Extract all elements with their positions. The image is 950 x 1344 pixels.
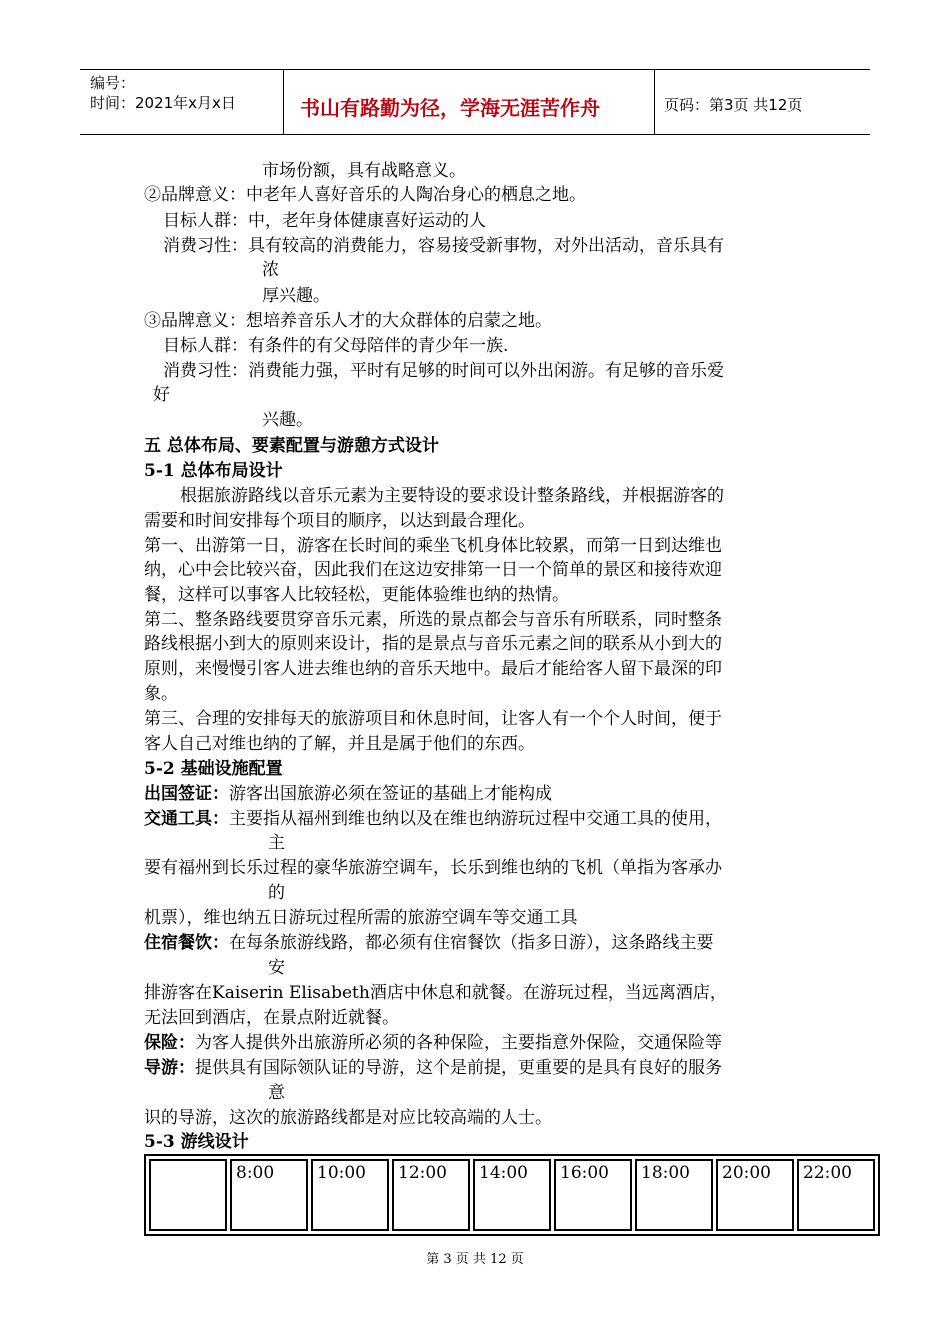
header-code-label: 编号： [90, 74, 136, 92]
table-cell-time: 10:00 [311, 1159, 389, 1231]
text-line: 住宿餐饮：在每条旅游线路，都必须有住宿餐饮（指多日游），这条路线主要 [144, 933, 714, 953]
table-cell-time: 20:00 [716, 1159, 794, 1231]
section-heading: 五 总体布局、要素配置与游憩方式设计 [144, 436, 439, 456]
table-row [149, 1159, 875, 1231]
table-cell-time: 16:00 [554, 1159, 632, 1231]
text-line: 纳，心中会比较兴奋，因此我们在这边安排第一日一个简单的景区和接待欢迎 [144, 560, 722, 580]
header-top-rule [80, 69, 870, 70]
schedule-table [144, 1154, 880, 1236]
text-line: 导游：提供具有国际领队证的导游，这个是前提，更重要的是具有良好的服务 [144, 1058, 722, 1078]
subsection-heading: 5-2 基础设施配置 [144, 759, 283, 779]
text-line: 机票），维也纳五日游玩过程所需的旅游空调车等交通工具 [144, 908, 578, 928]
item-label: 导游： [144, 1058, 195, 1078]
page-footer: 第 3 页 共 12 页 [426, 1252, 524, 1267]
text-line: 好 [153, 385, 170, 405]
item-label: 保险： [144, 1033, 195, 1053]
table-cell-corner [149, 1159, 227, 1231]
text-line: 客人自己对维也纳的了解，并且是属于他们的东西。 [144, 734, 535, 754]
text-line: 餐，这样可以事客人比较轻松，更能体验维也纳的热情。 [144, 585, 569, 605]
text-line: 主 [268, 833, 285, 853]
header-motto: 书山有路勤为径，学海无涯苦作舟 [300, 96, 600, 120]
table-cell-time: 18:00 [635, 1159, 713, 1231]
text-line: 意 [268, 1083, 285, 1103]
header-divider [283, 69, 284, 135]
text-line: 原则，来慢慢引客人进去维也纳的音乐天地中。最后才能给客人留下最深的印 [144, 659, 722, 679]
text-line: 要有福州到长乐过程的豪华旅游空调车，长乐到维也纳的飞机（单指为客承办 [144, 858, 722, 878]
item-label: 住宿餐饮： [144, 933, 229, 953]
subsection-heading: 5-1 总体布局设计 [144, 461, 283, 481]
text-line: 交通工具：主要指从福州到维也纳以及在维也纳游玩过程中交通工具的使用， [144, 809, 722, 829]
text-line: 路线根据小到大的原则来设计，指的是景点与音乐元素之间的联系从小到大的 [144, 634, 722, 654]
text-line: 兴趣。 [262, 410, 313, 430]
text-line: 第二、整条路线要贯穿音乐元素，所选的景点都会与音乐有所联系，同时整条 [144, 610, 722, 630]
table-cell-time: 22:00 [797, 1159, 875, 1231]
table-cell-time: 12:00 [392, 1159, 470, 1231]
text-line: 目标人群：有条件的有父母陪伴的青少年一族. [163, 336, 509, 356]
text-line: 根据旅游路线以音乐元素为主要特设的要求设计整条路线，并根据游客的 [180, 486, 724, 506]
header-divider [654, 69, 655, 135]
text-line: 象。 [144, 684, 178, 704]
text-line: 浓 [262, 260, 279, 280]
text-line: 需要和时间安排每个项目的顺序，以达到最合理化。 [144, 511, 535, 531]
text-line: 的 [268, 883, 285, 903]
text-line: 第一、出游第一日，游客在长时间的乘坐飞机身体比较累，而第一日到达维也 [144, 536, 722, 556]
text-line: ②品牌意义：中老年人喜好音乐的人陶冶身心的栖息之地。 [144, 185, 586, 205]
text-line: 安 [268, 958, 285, 978]
header-date: 时间：2021年x月x日 [90, 94, 236, 112]
header-bottom-rule [80, 134, 870, 135]
text-line: 消费习性：具有较高的消费能力，容易接受新事物，对外出活动，音乐具有 [163, 236, 724, 256]
text-line: ③品牌意义：想培养音乐人才的大众群体的启蒙之地。 [144, 311, 552, 331]
text-line: 目标人群：中，老年身体健康喜好运动的人 [163, 211, 486, 231]
header-page-info: 页码：第3页 共12页 [664, 96, 803, 114]
text-line: 保险：为客人提供外出旅游所必须的各种保险，主要指意外保险，交通保险等 [144, 1033, 722, 1053]
table-cell-time: 14:00 [473, 1159, 551, 1231]
text-line: 无法回到酒店，在景点附近就餐。 [144, 1008, 399, 1028]
text-line: 出国签证：游客出国旅游必须在签证的基础上才能构成 [144, 784, 552, 804]
text-line: 识的导游，这次的旅游路线都是对应比较高端的人士。 [144, 1108, 552, 1128]
text-line: 第三、合理的安排每天的旅游项目和休息时间，让客人有一个个人时间，便于 [144, 709, 722, 729]
subsection-heading: 5-3 游线设计 [144, 1132, 249, 1152]
item-label: 出国签证： [144, 784, 229, 804]
text-line: 消费习性：消费能力强，平时有足够的时间可以外出闲游。有足够的音乐爱 [163, 361, 724, 381]
table-cell-time: 8:00 [230, 1159, 308, 1231]
text-line: 市场份额，具有战略意义。 [262, 161, 466, 181]
text-line: 厚兴趣。 [262, 286, 330, 306]
text-line: 排游客在Kaiserin Elisabeth酒店中休息和就餐。在游玩过程，当远离酒店， [144, 983, 727, 1003]
item-label: 交通工具： [144, 809, 229, 829]
